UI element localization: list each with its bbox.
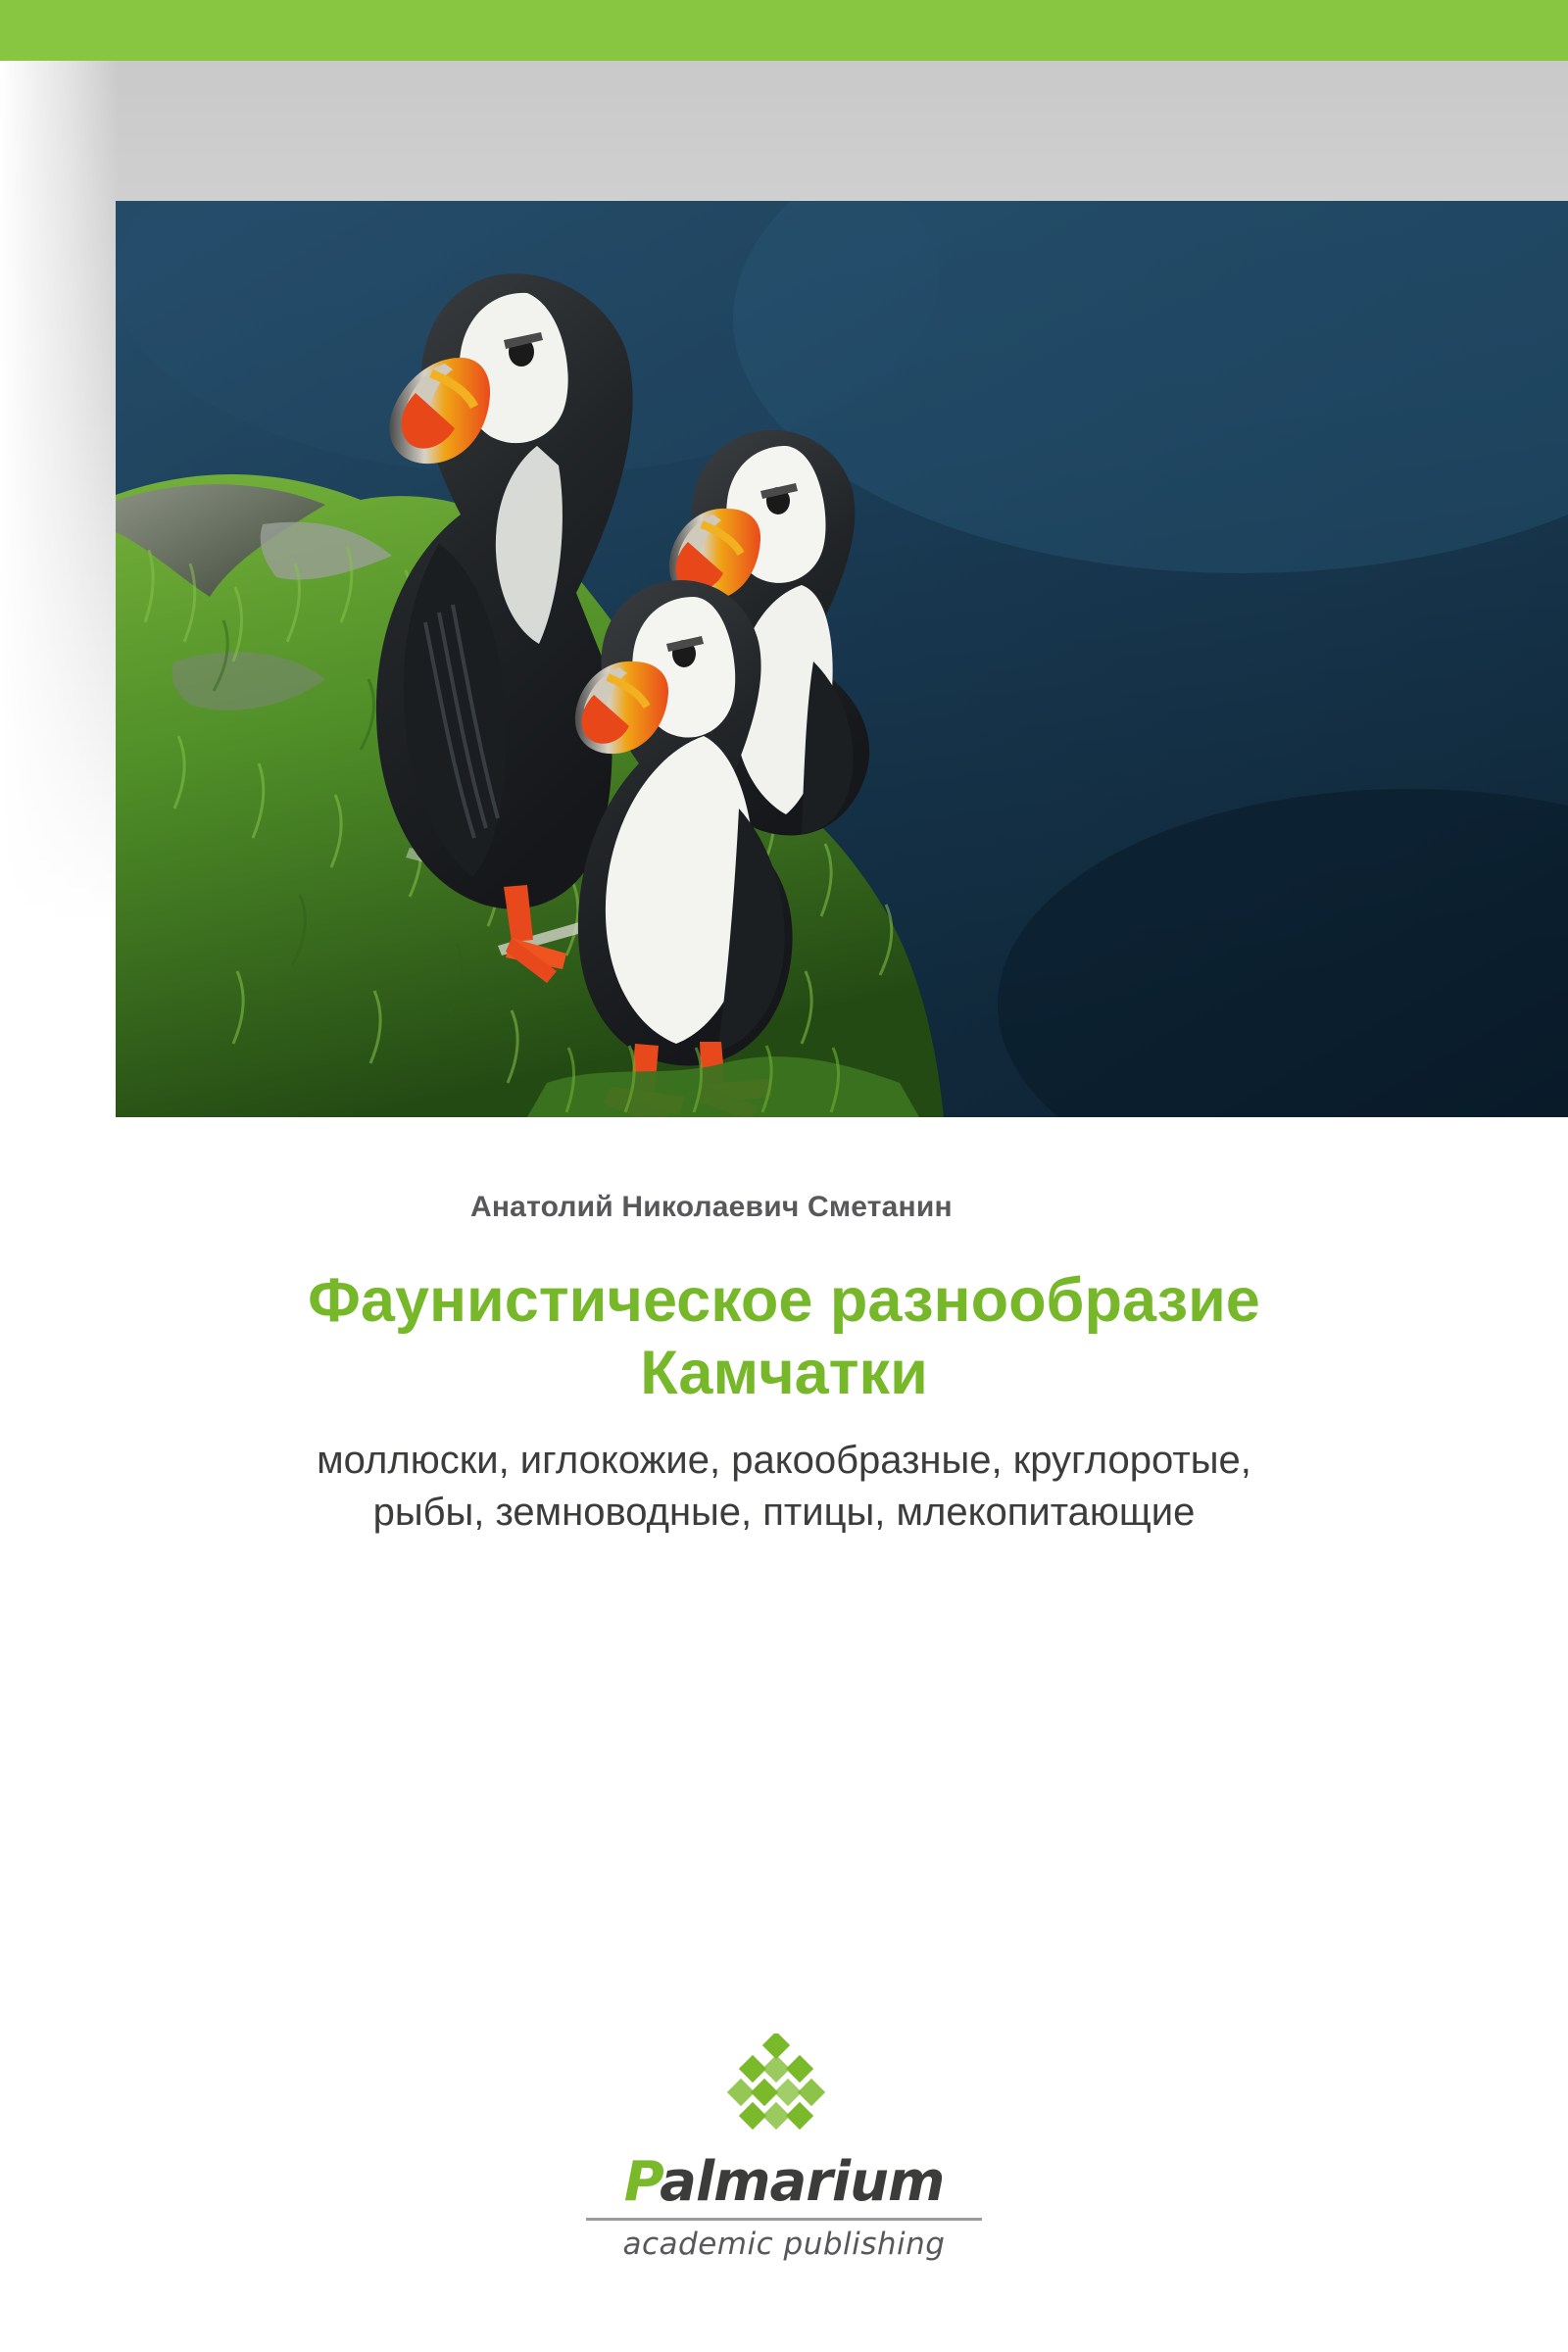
cover-photo — [116, 201, 1568, 1117]
publisher-block — [0, 2034, 1568, 2262]
publisher-name-initial: P — [623, 2150, 661, 2214]
publisher-name-rest: almarium — [660, 2150, 945, 2214]
book-subtitle: моллюски, иглокожие, ракообразные, круглоротые, рыбы, земноводные, птицы, млекопитающие — [317, 1439, 1251, 1535]
top-green-bar-fill — [0, 0, 1568, 61]
publisher-tagline: academic publishing — [622, 2227, 946, 2262]
palmarium-logo-icon — [725, 2034, 843, 2141]
publisher-divider — [586, 2218, 982, 2221]
book-title: Фаунистическое разнообразие Камчатки — [308, 1266, 1260, 1407]
top-green-bar — [0, 0, 1568, 61]
cover-text-block — [0, 1191, 1568, 1539]
publisher-name — [0, 2150, 1568, 2214]
left-white-fade — [0, 61, 120, 923]
author-name: Анатолий Николаевич Сметанин — [470, 1191, 953, 1223]
